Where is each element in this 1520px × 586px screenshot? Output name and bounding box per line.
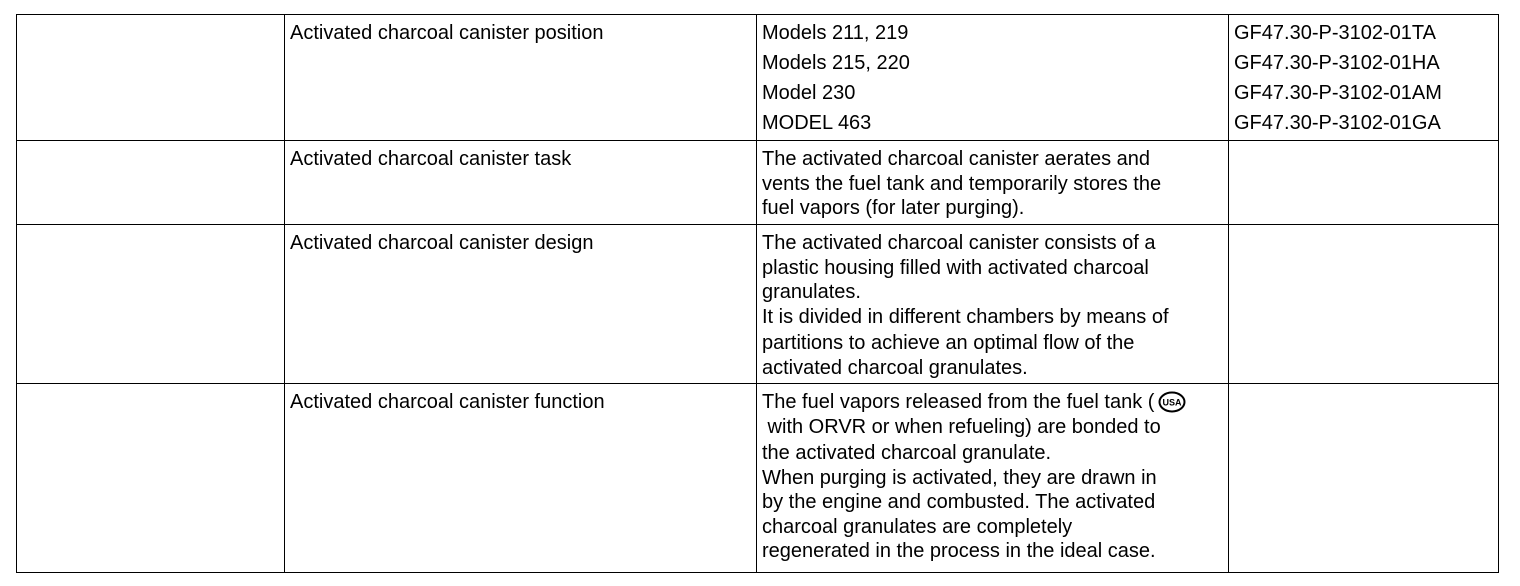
description-line: vents the fuel tank and temporarily stores the bbox=[762, 172, 1162, 195]
model-line: Models 211, 219 bbox=[762, 22, 909, 44]
topic-text: Activated charcoal canister design bbox=[290, 232, 594, 254]
description-cell bbox=[757, 384, 1229, 573]
topic-text: Activated charcoal canister function bbox=[290, 391, 605, 413]
refs-cell bbox=[1229, 15, 1499, 141]
description-line: The activated charcoal canister consists of a bbox=[762, 232, 1156, 254]
description-line: plastic housing filled with activated charcoal bbox=[762, 256, 1149, 279]
description-first-line bbox=[762, 390, 1223, 415]
model-line: Model 230 bbox=[762, 82, 856, 104]
description-line: granulates. bbox=[762, 281, 861, 303]
reference-link[interactable]: GF47.30-P-3102-01AM bbox=[1234, 82, 1442, 104]
description-line: fuel vapors (for later purging). bbox=[762, 197, 1025, 219]
description-line: charcoal granulates are completely bbox=[762, 515, 1073, 538]
description-line: by the engine and combusted. The activated bbox=[762, 491, 1156, 513]
description-line: with ORVR or when refueling) are bonded to bbox=[762, 415, 1161, 438]
topic-cell bbox=[285, 141, 757, 225]
description-line: activated charcoal granulates. bbox=[762, 356, 1028, 379]
usa-badge-icon bbox=[1158, 390, 1186, 414]
description-line: It is divided in different chambers by means of bbox=[762, 305, 1169, 328]
models-cell bbox=[757, 15, 1229, 141]
table-row-task bbox=[17, 141, 1499, 225]
description-cell bbox=[757, 225, 1229, 384]
description-line: the activated charcoal granulate. bbox=[762, 442, 1052, 464]
empty-cell bbox=[17, 225, 285, 384]
empty-cell bbox=[17, 15, 285, 141]
table-row-function bbox=[17, 384, 1499, 573]
empty-cell bbox=[17, 141, 285, 225]
empty-cell bbox=[1229, 225, 1499, 384]
reference-link[interactable]: GF47.30-P-3102-01HA bbox=[1234, 52, 1440, 74]
description-line: regenerated in the process in the ideal case. bbox=[762, 540, 1156, 562]
table-row-position bbox=[17, 15, 1499, 141]
table-row-design bbox=[17, 225, 1499, 384]
empty-cell bbox=[17, 384, 285, 573]
document-table bbox=[16, 14, 1499, 573]
empty-cell bbox=[1229, 384, 1499, 573]
topic-text: Activated charcoal canister task bbox=[290, 148, 572, 170]
description-line: The fuel vapors released from the fuel tank ( bbox=[762, 391, 1155, 413]
description-line: The activated charcoal canister aerates and bbox=[762, 148, 1150, 170]
topic-cell bbox=[285, 15, 757, 141]
topic-cell bbox=[285, 384, 757, 573]
model-line: Models 215, 220 bbox=[762, 52, 910, 74]
description-line: partitions to achieve an optimal flow of the bbox=[762, 332, 1135, 354]
model-line: MODEL 463 bbox=[762, 112, 872, 134]
description-cell bbox=[757, 141, 1229, 225]
topic-text: Activated charcoal canister position bbox=[290, 22, 604, 44]
description-line: When purging is activated, they are drawn in bbox=[762, 466, 1157, 489]
reference-link[interactable]: GF47.30-P-3102-01GA bbox=[1234, 112, 1441, 134]
reference-link[interactable]: GF47.30-P-3102-01TA bbox=[1234, 22, 1436, 44]
svg-text:USA: USA bbox=[1162, 397, 1182, 408]
topic-cell bbox=[285, 225, 757, 384]
empty-cell bbox=[1229, 141, 1499, 225]
